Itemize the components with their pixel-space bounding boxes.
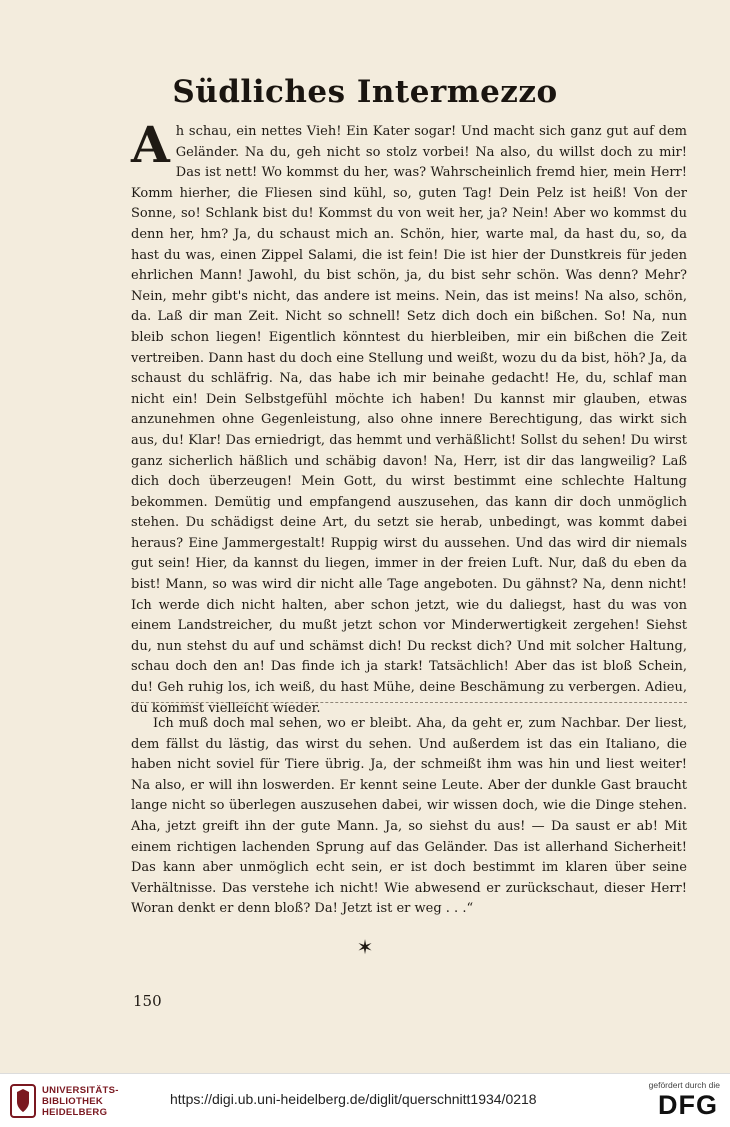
library-logo-text bbox=[42, 1085, 119, 1118]
library-name-line3: HEIDELBERG bbox=[42, 1107, 108, 1118]
viewer-footer bbox=[0, 1073, 730, 1127]
funded-by-label: gefördert durch die bbox=[648, 1080, 720, 1090]
dfg-logo[interactable]: DFG bbox=[658, 1090, 718, 1120]
section-mark-asterism: ✶ bbox=[356, 935, 374, 959]
page-number: 150 bbox=[133, 992, 162, 1010]
section-divider bbox=[131, 702, 687, 703]
paragraph-2: Ich muß doch mal sehen, wo er bleibt. Aha, da geht er, zum Nachbar. Der liest, dem fällst du lästig, das wirst du sehen. Und außerdem ist das ein Italiano, die haben nicht soviel für Tiere übrig. Ja, der schmeißt ihm was hin und liest weiter! Na also, er will ihn loswerden. Er kennt seine Leute. Aber der dunkle Gast braucht lange nicht so überlegen auszusehen dabei, wir wissen doch, wie die Dinge stehen. Aha, jetzt greift ihn der gute Mann. Ja, so siehst du aus! — Da saust er ab! Mit einem richtigen lachenden Sprung auf das Geländer. Das ist allerhand Sicherheit! Das kann aber unmöglich echt sein, er ist doch bestimmt im klaren über seine Verhältnisse. Das verstehe ich nicht! Wie abwesend er zurückschaut, dieser Herr! Woran denkt er denn bloß? Da! Jetzt ist er weg . . .“ bbox=[131, 716, 687, 917]
library-name-line2: BIBLIOTHEK bbox=[42, 1096, 104, 1107]
university-seal-icon bbox=[10, 1084, 36, 1118]
paragraph-1 bbox=[131, 115, 687, 719]
page-title: Südliches Intermezzo bbox=[172, 74, 558, 110]
paragraph-1-text bbox=[131, 115, 687, 719]
paragraph-1-body: h schau, ein nettes Vieh! Ein Kater sogar! Und macht sich ganz gut auf dem Geländer. Na du, geh nicht so stolz vorbei! Na also, du willst doch zu mir! Das ist nett! Wo kommst du her, was? Wahrscheinlich fremd hier, mein Herr! Komm hierher, die Fliesen sind kühl, so, guten Tag! Dein Pelz ist heiß! Von der Sonne, so! Schlank bist du! Kommst du von weit her, ja? Nein! Aber wo kommst du denn her, hm? Ja, du schaust mich an. Schön, hier, warte mal, da hast du, so, da hast du was, einen Zippel Salami, die ist fein! Die ist hier der Dunstkreis für jeden ehrlichen Mann! Jawohl, du bist schön, ja, du bist sehr schön. Was denn? Mehr? Nein, mehr gibt's nicht, das andere ist meins. Nein, das ist meins! Na also, schön, da. Laß dir man Zeit. Nicht so schnell! Setz dich doch ein bißchen. So! Na, nun bleib schon liegen! Eigentlich könntest du hierbleiben, mir ein bißchen die Zeit vertreiben. Dann hast du doch eine Stellung und weißt, wozu du da bist, höh? Ja, da schaust du schläfrig. Na, das habe ich mir beinahe gedacht! He, du, schlaf man nicht ein! Dein Selbstgefühl möchte ich haben! Du kannst mir glauben, etwas anzunehmen ohne Gegenleistung, also ohne innere Berechtigung, das wirkt sich aus, du! Klar! Das erniedrigt, das hemmt und verhäßlicht! Sollst du sehen! Du wirst ganz sicherlich häßlich und schäbig davon! Na, Herr, ist dir das langweilig? Laß dich doch überzeugen! Mein Gott, du wirst bestimmt eine schlechte Haltung bekommen. Demütig und empfangend auszusehen, das kann dir doch unmöglich stehen. Du schädigst deine Art, du setzt sie herab, unbedingt, was kommt dabei heraus? Eine Jammergestalt! Ruppig wirst du aussehen. Und das wird dir niemals gut sein! Hier, da kannst du liegen, immer in der freien Luft. Nur, daß du eben da bist! Mann, so was wird dir nicht alle Tage angeboten. Du gähnst? Na, denn nicht! Ich werde dich nicht halten, aber schon jetzt, wie du daliegst, hast du was von einem Landstreicher, du mußt jetzt schon vor Minderwertigkeit zergehen! Siehst du, nun stehst du auf und schämst dich! Du reckst dich? Und mit solcher Haltung, schau doch den an! Das finde ich ja stark! Tatsächlich! Aber das ist bloß Schein, du! Geh ruhig los, ich weiß, du hast Mühe, deine Beschämung zu verbergen. Adieu, du kommst vielleicht wieder. bbox=[131, 124, 687, 716]
library-name-line1: UNIVERSITÄTS- bbox=[42, 1085, 119, 1096]
drop-cap: A bbox=[131, 115, 170, 174]
permalink-url[interactable]: https://digi.ub.uni-heidelberg.de/diglit/querschnitt1934/0218 bbox=[170, 1091, 537, 1107]
